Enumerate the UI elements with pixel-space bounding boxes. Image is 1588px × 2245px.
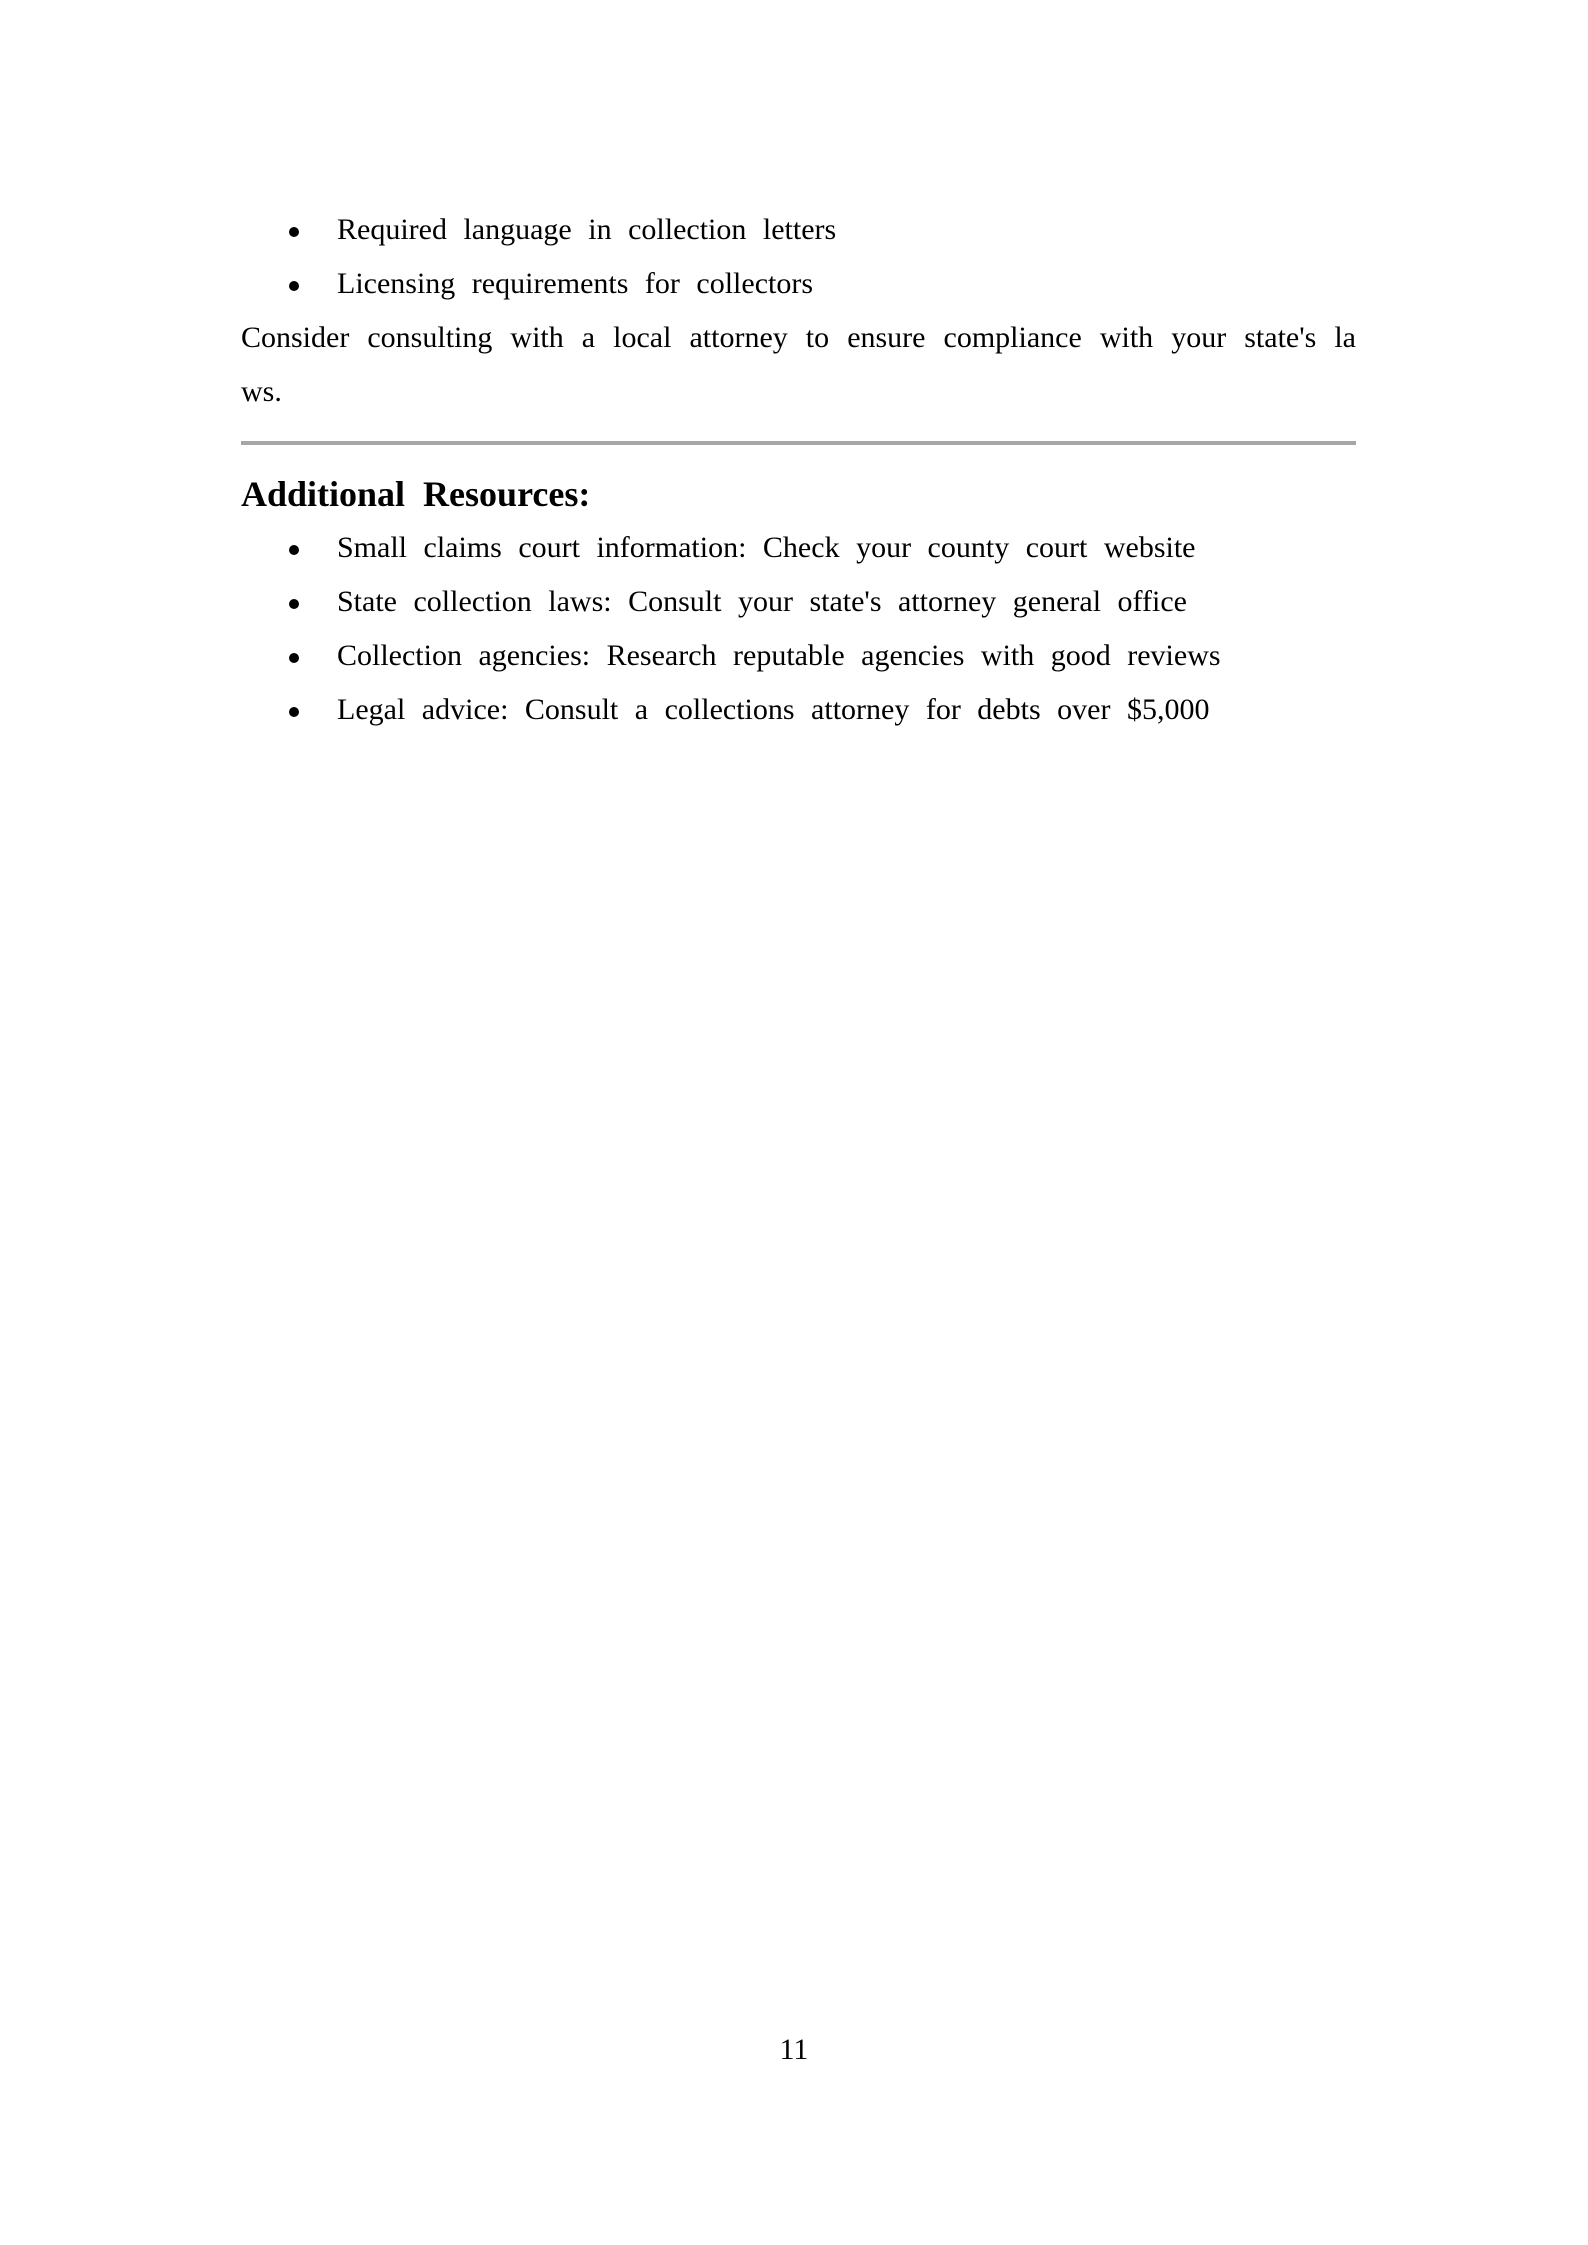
- list-item: [241, 683, 1356, 737]
- section-divider: [241, 441, 1356, 445]
- bullet-icon: [289, 545, 299, 555]
- resources-list: [241, 521, 1356, 737]
- list-item: [241, 257, 1356, 311]
- list-item: [241, 575, 1356, 629]
- list-item-text: Licensing requirements for collectors: [337, 267, 814, 300]
- list-item: [241, 629, 1356, 683]
- list-item: [241, 521, 1356, 575]
- list-item: [241, 203, 1356, 257]
- page-number: 11: [779, 2033, 809, 2066]
- list-item-text: Small claims court information: Check your county court website: [337, 531, 1196, 564]
- bullet-icon: [289, 227, 299, 237]
- list-item-text: Required language in collection letters: [337, 213, 837, 246]
- page-content: [241, 203, 1356, 737]
- requirements-list: [241, 203, 1356, 311]
- list-item-text: Collection agencies: Research reputable agencies with good reviews: [337, 639, 1221, 672]
- bullet-icon: [289, 599, 299, 609]
- bullet-icon: [289, 653, 299, 663]
- list-item-text: State collection laws: Consult your state's attorney general office: [337, 585, 1187, 618]
- bullet-icon: [289, 707, 299, 717]
- list-item-text: Legal advice: Consult a collections attorney for debts over $5,000: [337, 693, 1210, 726]
- section-heading: Additional Resources:: [241, 474, 591, 514]
- compliance-paragraph: Consider consulting with a local attorney to ensure compliance with your state's laws.: [241, 321, 1356, 408]
- bullet-icon: [289, 281, 299, 291]
